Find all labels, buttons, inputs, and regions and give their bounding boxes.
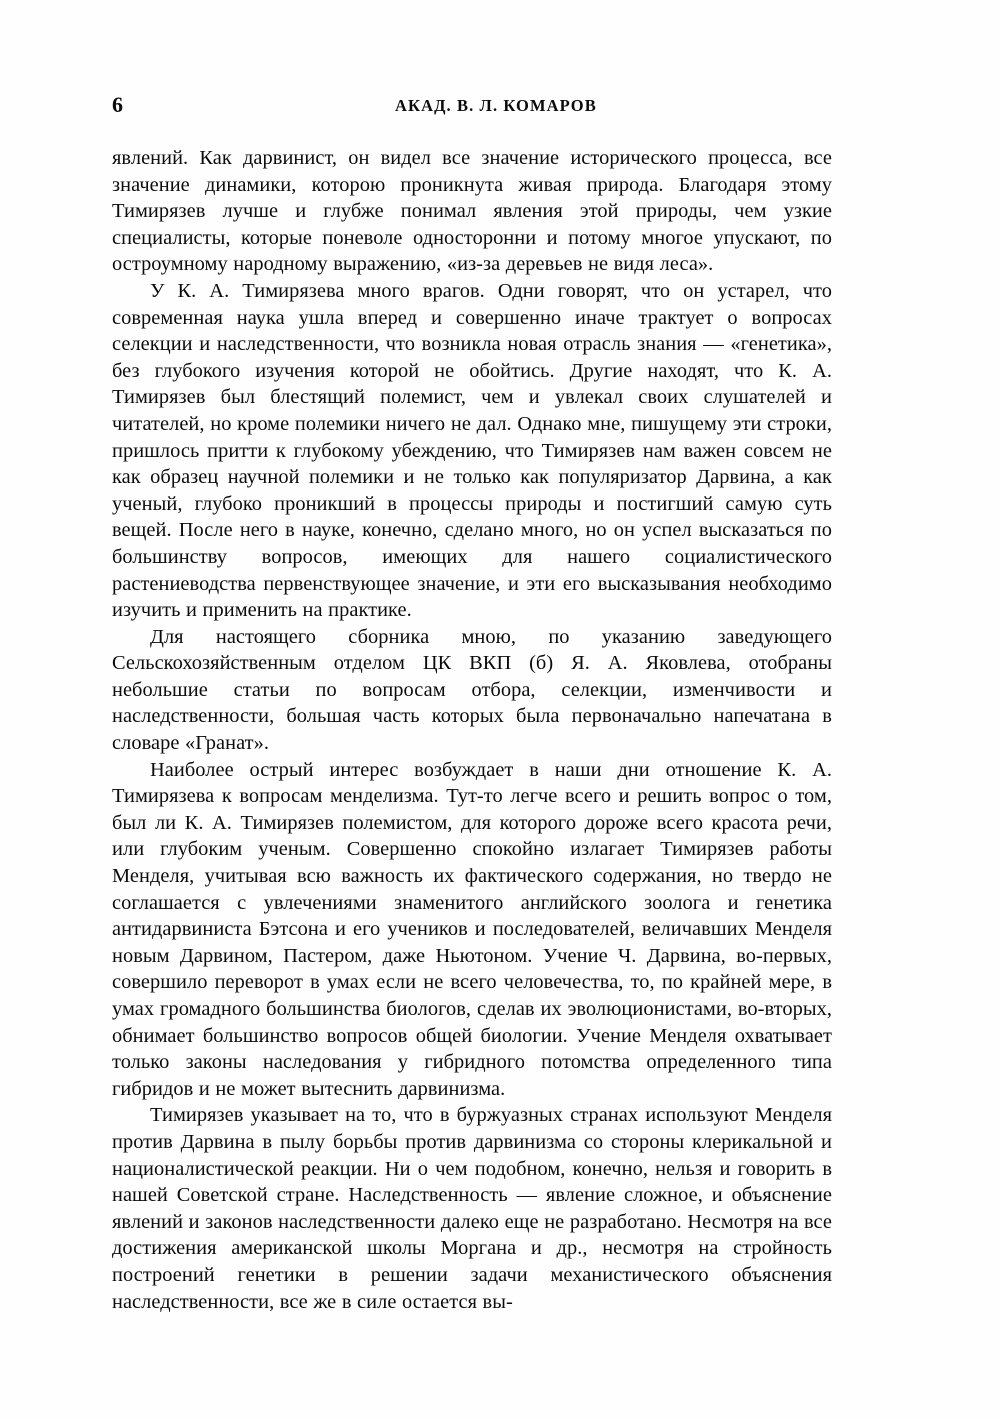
- page-number: 6: [112, 92, 124, 117]
- paragraph: У К. А. Тимирязева много врагов. Одни говорят, что он устарел, что современная наука ушла вперед и совершенно иначе трактует о вопросах селекции и наследственности, что возникла новая отрасль знания — «генетика», без глубокого изучения которой не обойтись. Другие находят, что К. А. Тимирязев был блестящий полемист, чем и увлекал своих слушателей и читателей, но кроме полемики ничего не дал. Однако мне, пишущему эти строки, пришлось притти к глубокому убеждению, что Тимирязев нам важен совсем не как образец научной полемики и не только как популяризатор Дарвина, а как ученый, глубоко проникший в процессы природы и постигший самую суть вещей. После него в науке, конечно, сделано много, но он успел высказаться по большинству вопросов, имеющих для нашего социалистического растениеводства первенствующее значение, и эти его высказывания необходимо изучить и применить на практике.: [112, 279, 832, 622]
- body-text-block: [112, 145, 832, 1315]
- paragraph: Для настоящего сборника мною, по указанию заведующего Сельскохозяйственным отделом ЦК ВКП (б) Я. А. Яковлева, отобраны небольшие статьи по вопросам отбора, селекции, изменчивости и наследственности, большая часть которых была первоначально напечатана в словаре «Гранат».: [112, 625, 832, 755]
- paragraph: Тимирязев указывает на то, что в буржуазных странах используют Менделя против Дарвина в пылу борьбы против дарвинизма со стороны клерикальной и националистической реакции. Ни о чем подобном, конечно, нельзя и говорить в нашей Советской стране. Наследственность — явление сложное, и объяснение явлений и законов наследственности далеко еще не разработано. Несмотря на все достижения американской школы Моргана и др., несмотря на стройность построений генетики в решении задачи механистического объяснения наследственности, все же в силе остается вы-: [112, 1104, 832, 1313]
- running-head: [112, 92, 830, 118]
- paragraph: явлений. Как дарвинист, он видел все значение исторического процесса, все значение динамики, которою проникнута живая природа. Благодаря этому Тимирязев лучше и глубже понимал явления этой природы, чем узкие специалисты, которые поневоле односторонни и потому многое упускают, по остроумному народному выражению, «из-за деревьев не видя леса».: [112, 147, 832, 276]
- paragraph: Наиболее острый интерес возбуждает в наши дни отношение К. А. Тимирязева к вопросам менделизма. Тут-то легче всего и решить вопрос о том, был ли К. А. Тимирязев полемистом, для которого дороже всего красота речи, или глубоким ученым. Совершенно спокойно излагает Тимирязев работы Менделя, учитывая всю важность их фактического содержания, но твердо не соглашается с увлечениями знаменитого английского зоолога и генетика антидарвиниста Бэтсона и его учеников и последователей, величавших Менделя новым Дарвином, Пастером, даже Ньютоном. Учение Ч. Дарвина, во-первых, совершило переворот в умах если не всего человечества, то, по крайней мере, в умах громадного большинства биологов, сделав их эволюционистами, во-вторых, обнимает большинство вопросов общей биологии. Учение Менделя охватывает только законы наследования у гибридного потомства определенного типа гибридов и не может вытеснить дарвинизма.: [112, 758, 832, 1100]
- running-head-title: АКАД. В. Л. КОМАРОВ: [395, 96, 597, 115]
